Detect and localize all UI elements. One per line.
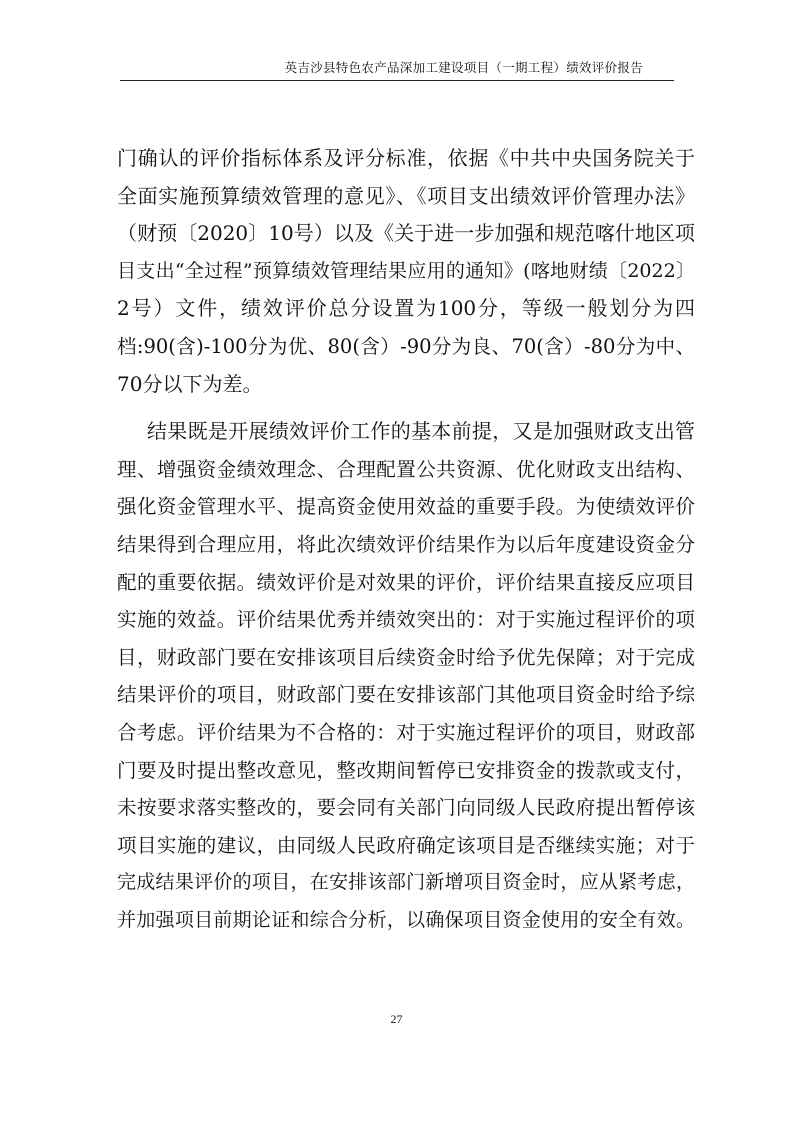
text-line: 门确认的评价指标体系及评分标准，依据《中共中央国务院关于 [117,146,695,170]
text-line: 结果得到合理应用，将此次绩效评价结果作为以后年度建设资金分 [117,532,695,556]
page-header [0,58,793,82]
text-line: 理、增强资金绩效理念、合理配置公共资源、优化财政支出结构、 [117,457,695,481]
paragraph-1 [117,140,695,403]
text-line: 目支出“全过程”预算绩效管理结果应用的通知》(喀地财绩〔2022〕 [117,259,695,282]
text-line: 完成结果评价的项目，在安排该部门新增项目资金时，应从紧考虑， [117,871,695,894]
text-line: 并加强项目前期论证和综合分析，以确保项目资金使用的安全有效。 [117,908,695,931]
page-number: 27 [390,1012,403,1026]
text-line: 合考虑。评价结果为不合格的：对于实施过程评价的项目，财政部 [117,720,695,744]
text-line: 2号）文件，绩效评价总分设置为100分，等级一般划分为四 [117,296,695,321]
text-line: 项目实施的建议，由同级人民政府确定该项目是否继续实施；对于 [117,833,695,857]
text-line: 实施的效益。评价结果优秀并绩效突出的：对于实施过程评价的项 [117,608,695,632]
text-line: 强化资金管理水平、提高资金使用效益的重要手段。为使绩效评价 [117,495,695,519]
text-line: 未按要求落实整改的，要会同有关部门向同级人民政府提出暂停该 [117,796,695,820]
text-line: 档:90(含)-100分为优、80(含）-90分为良、70(含）-80分为中、 [117,334,695,358]
text-line: 全面实施预算绩效管理的意见》、《项目支出绩效评价管理办法》 [117,183,695,208]
text-line: （财预〔2020〕10号）以及《关于进一步加强和规范喀什地区项 [117,221,695,246]
text-line: 配的重要依据。绩效评价是对效果的评价，评价结果直接反应项目 [117,570,695,594]
text-line: 目，财政部门要在安排该项目后续资金时给予优先保障；对于完成 [117,645,695,669]
paragraph-2 [117,413,695,939]
header-divider [120,80,674,81]
paragraph-spacer [117,403,695,413]
text-line: 结果评价的项目，财政部门要在安排该部门其他项目资金时给予综 [117,683,695,707]
text-line: 结果既是开展绩效评价工作的基本前提，又是加强财政支出管 [147,419,695,444]
header-title: 英吉沙县特色农产品深加工建设项目（一期工程）绩效评价报告 [284,60,643,75]
text-line: 70分以下为差。 [117,371,263,396]
body-text [117,140,695,939]
text-line: 门要及时提出整改意见，整改期间暂停已安排资金的拨款或支付， [117,758,695,782]
